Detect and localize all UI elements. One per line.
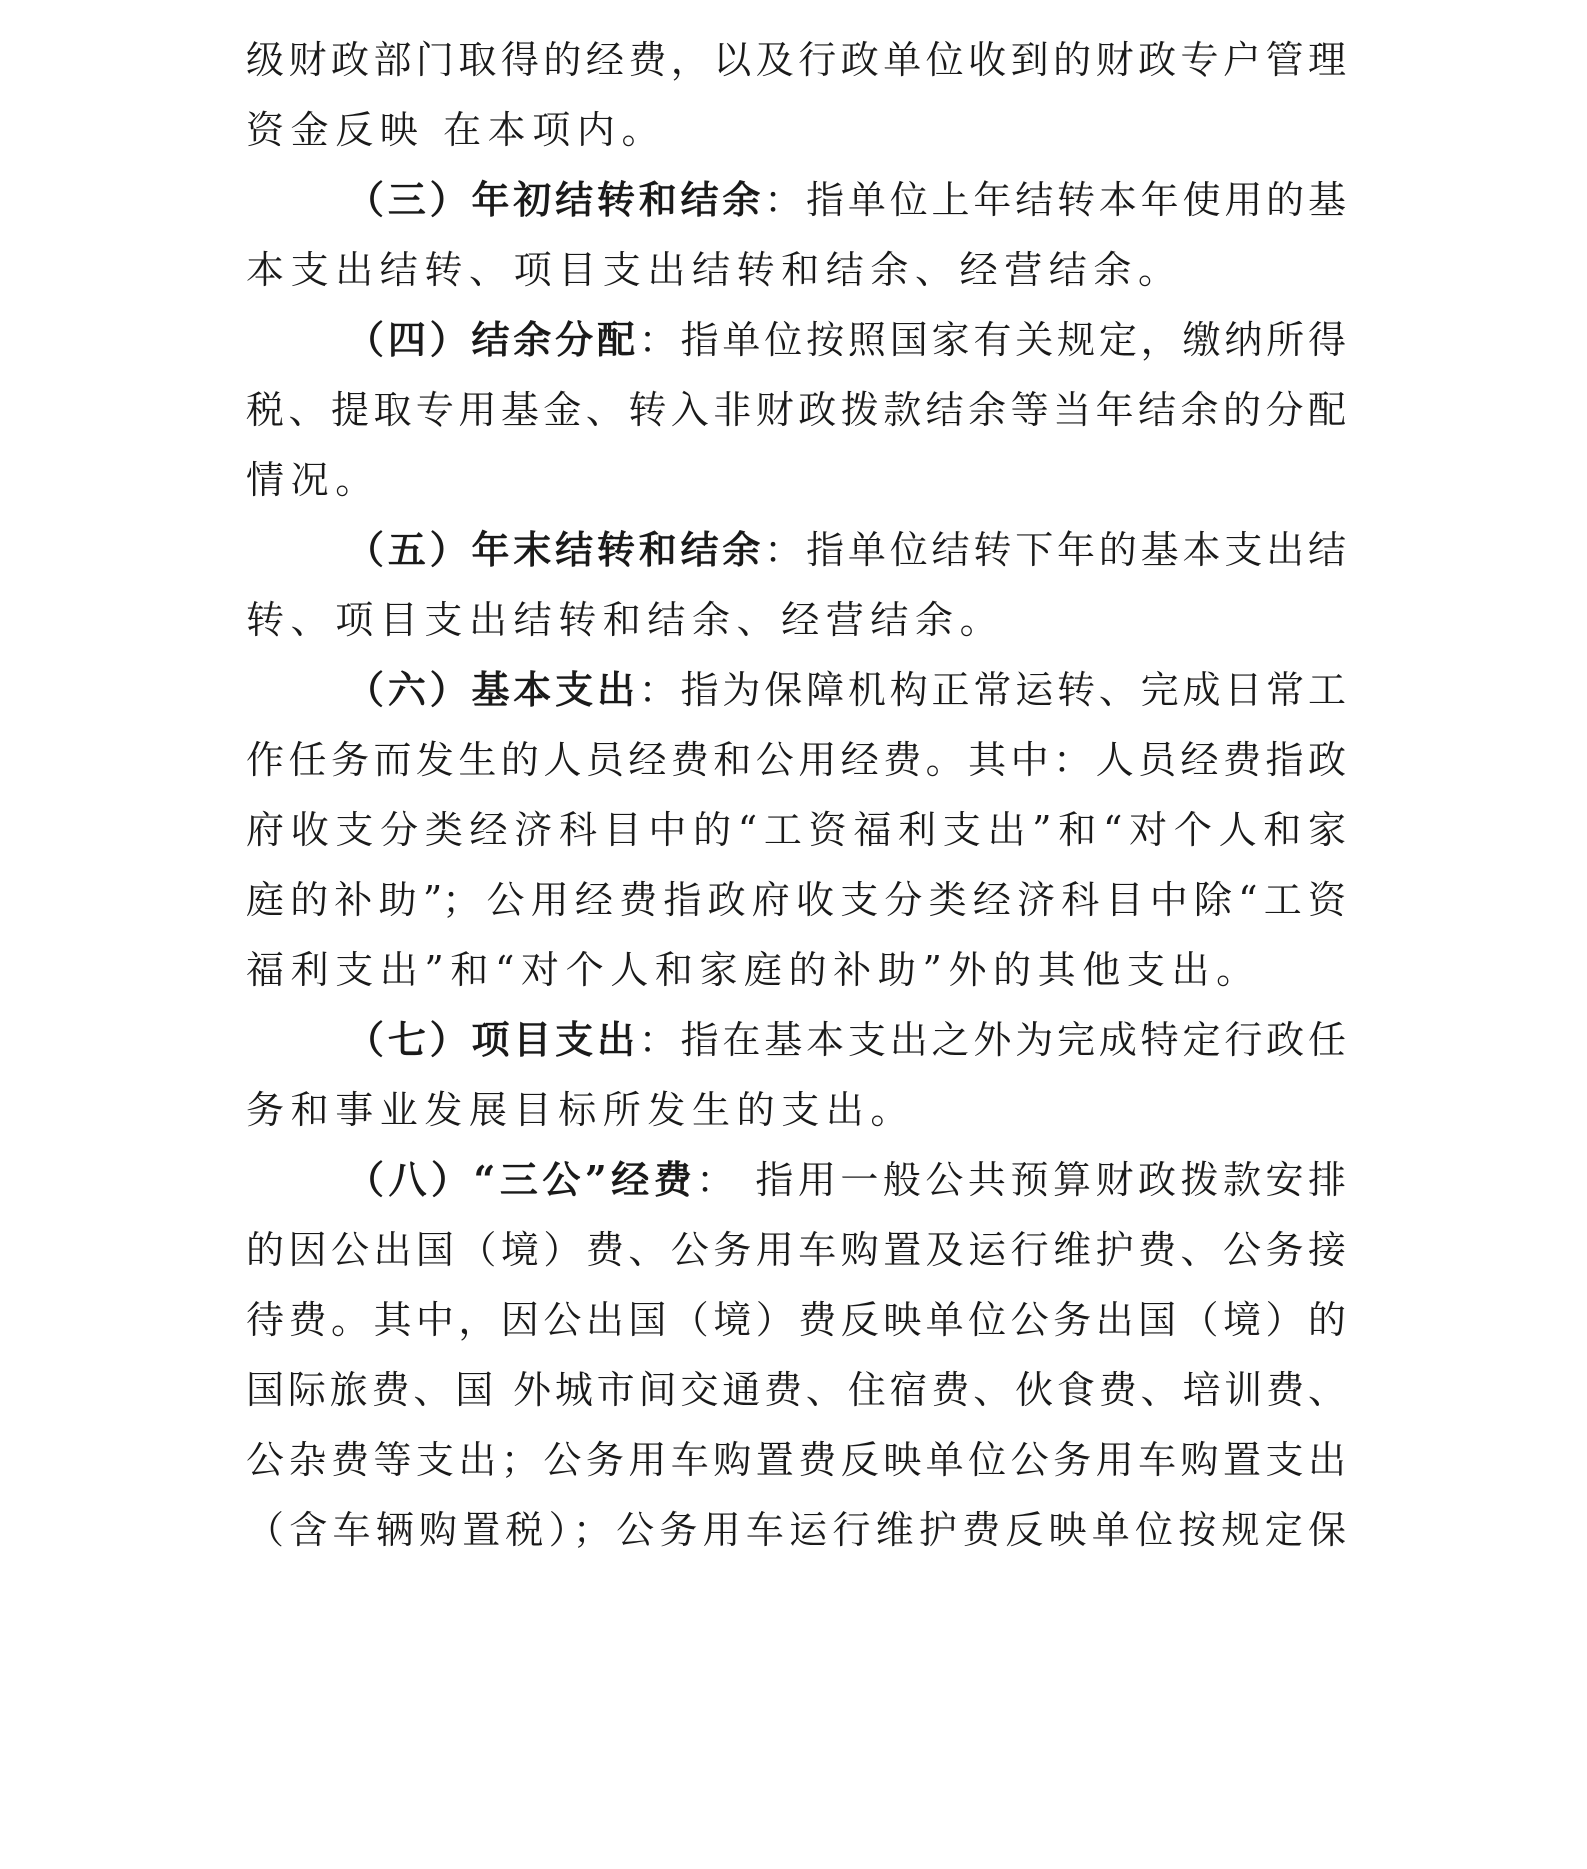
body-text: 府收支分类经济科目中的“工资福利支出”和“对个人和家 bbox=[246, 808, 1346, 852]
body-text: 国际旅费、国 外城市间交通费、住宿费、伙食费、培训费、 bbox=[246, 1368, 1346, 1412]
body-text: 公杂费等支出；公务用车购置费反映单位公务用车购置支出 bbox=[246, 1438, 1346, 1482]
section-term: （三）年初结转和结余 bbox=[346, 177, 765, 222]
paragraph-line bbox=[246, 1290, 1346, 1350]
paragraph-line bbox=[246, 940, 1346, 1000]
section-term: （六）基本支出 bbox=[346, 667, 639, 712]
paragraph-line bbox=[246, 30, 1346, 90]
paragraph-line bbox=[246, 1430, 1346, 1490]
paragraph-line bbox=[246, 800, 1346, 860]
paragraph-line bbox=[246, 590, 1346, 650]
section-term: （八）“三公”经费 bbox=[346, 1157, 697, 1202]
paragraph-line bbox=[246, 870, 1346, 930]
section-heading-line bbox=[346, 1150, 1346, 1210]
body-text: ：指单位结转下年的基本支出结 bbox=[764, 528, 1346, 572]
section-term: （五）年末结转和结余 bbox=[346, 527, 765, 572]
body-text: ： 指用一般公共预算财政拨款安排 bbox=[696, 1158, 1346, 1202]
section-heading-line bbox=[346, 520, 1346, 580]
body-text: 待费。其中，因公出国（境）费反映单位公务出国（境）的 bbox=[246, 1298, 1346, 1342]
body-text: 级财政部门取得的经费，以及行政单位收到的财政专户管理 bbox=[246, 38, 1346, 82]
body-text: ：指在基本支出之外为完成特定行政任 bbox=[638, 1018, 1346, 1062]
paragraph-line bbox=[246, 1500, 1346, 1560]
body-text: ：指单位上年结转本年使用的基 bbox=[764, 178, 1346, 222]
section-heading-line bbox=[346, 660, 1346, 720]
body-text: 的因公出国（境）费、公务用车购置及运行维护费、公务接 bbox=[246, 1228, 1346, 1272]
body-text: 庭的补助”；公用经费指政府收支分类经济科目中除“工资 bbox=[246, 878, 1346, 922]
paragraph-line bbox=[246, 730, 1346, 790]
body-text: 转、项目支出结转和结余、经营结余。 bbox=[246, 598, 1005, 642]
paragraph-line bbox=[246, 100, 1346, 160]
body-text: 资金反映 在本项内。 bbox=[246, 108, 667, 152]
section-heading-line bbox=[346, 1010, 1346, 1070]
body-text: 税、提取专用基金、转入非财政拨款结余等当年结余的分配 bbox=[246, 388, 1346, 432]
section-heading-line bbox=[346, 310, 1346, 370]
body-text: 福利支出”和“对个人和家庭的补助”外的其他支出。 bbox=[246, 948, 1261, 992]
paragraph-line bbox=[246, 1360, 1346, 1420]
section-heading-line bbox=[346, 170, 1346, 230]
body-text: 务和事业发展目标所发生的支出。 bbox=[246, 1088, 916, 1132]
paragraph-line bbox=[246, 1080, 1346, 1140]
paragraph-line bbox=[246, 380, 1346, 440]
paragraph-line bbox=[246, 240, 1346, 300]
body-text: 作任务而发生的人员经费和公用经费。其中：人员经费指政 bbox=[246, 738, 1346, 782]
body-text: ：指单位按照国家有关规定，缴纳所得 bbox=[638, 318, 1346, 362]
body-text: （含车辆购置税）；公务用车运行维护费反映单位按规定保 bbox=[246, 1508, 1346, 1552]
paragraph-line bbox=[246, 1220, 1346, 1280]
body-text: 本支出结转、项目支出结转和结余、经营结余。 bbox=[246, 248, 1183, 292]
body-text: 情况。 bbox=[246, 458, 380, 502]
paragraph-line bbox=[246, 450, 1346, 510]
body-text: ：指为保障机构正常运转、完成日常工 bbox=[638, 668, 1346, 712]
section-term: （四）结余分配 bbox=[346, 317, 639, 362]
section-term: （七）项目支出 bbox=[346, 1017, 639, 1062]
